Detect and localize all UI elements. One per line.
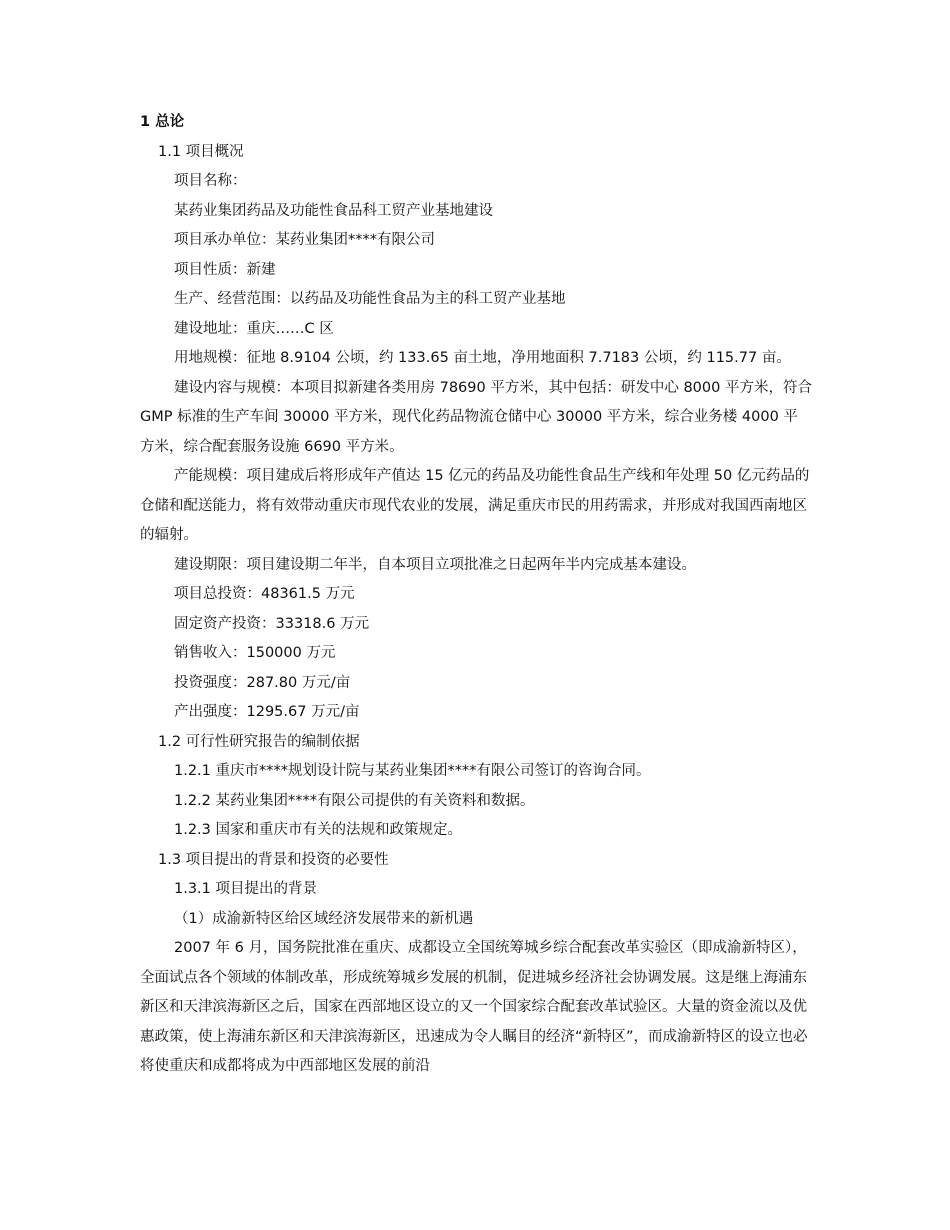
project-sponsor: 项目承办单位：某药业集团****有限公司	[174, 232, 435, 248]
basis-item-3: 1.2.3 国家和重庆市有关的法规和政策规定。	[174, 822, 463, 838]
subsection-heading-1-1: 1.1 项目概况	[158, 143, 244, 160]
subsection-heading-1-2: 1.2 可行性研究报告的编制依据	[158, 733, 360, 750]
subsection-heading-1-3-1: 1.3.1 项目提出的背景	[174, 881, 318, 897]
project-nature: 项目性质：新建	[174, 261, 276, 278]
document-body	[140, 108, 812, 1082]
project-name-label: 项目名称：	[174, 173, 247, 189]
land-scale-paragraph: 用地规模：征地 8.9104 公顷，约 133.65 亩土地，净用地面积 7.7183 公顷，约 115.77 亩。	[174, 350, 791, 366]
subsection-heading-1-3: 1.3 项目提出的背景和投资的必要性	[158, 851, 389, 868]
basis-item-1: 1.2.1 重庆市****规划设计院与某药业集团****有限公司签订的咨询合同。	[174, 763, 651, 779]
basis-item-2: 1.2.2 某药业集团****有限公司提供的有关资料和数据。	[174, 792, 535, 809]
construction-content-paragraph: 建设内容与规模：本项目拟新建各类用房 78690 平方米，其中包括：研发中心 8000 平方米，符合 GMP 标准的生产车间 30000 平方米，现代化药品物流仓储中心 30000 平方米，综合业务楼 4000 平方米，综合配套服务设施 6690 平方米。	[140, 379, 812, 455]
background-item-1-heading: （1）成渝新特区给区域经济发展带来的新机遇	[174, 910, 474, 927]
capacity-scale-paragraph: 产能规模：项目建成后将形成年产值达 15 亿元的药品及功能性食品生产线和年处理 50 亿元药品的仓储和配送能力，将有效带动重庆市现代农业的发展，满足重庆市民的用药需求，并形成对我国西南地区的辐射。	[140, 468, 810, 543]
output-intensity: 产出强度：1295.67 万元/亩	[174, 704, 360, 720]
construction-site: 建设地址：重庆……C 区	[174, 320, 334, 337]
section-heading: 1 总论	[140, 114, 185, 130]
construction-period: 建设期限：项目建设期二年半，自本项目立项批准之日起两年半内完成基本建设。	[174, 556, 696, 573]
fixed-asset-investment: 固定资产投资：33318.6 万元	[174, 615, 370, 632]
sales-revenue: 销售收入：150000 万元	[174, 645, 336, 661]
background-paragraph: 2007 年 6 月，国务院批准在重庆、成都设立全国统筹城乡综合配套改革实验区（即成渝新特区），全面试点各个领域的体制改革，形成统筹城乡发展的机制，促进城乡经济社会协调发展。这是继上海浦东新区和天津滨海新区之后，国家在西部地区设立的又一个国家综合配套改革试验区。大量的资金流以及优惠政策，使上海浦东新区和天津滨海新区，迅速成为令人瞩目的经济“新特区”，而成渝新特区的设立也必将使重庆和成都将成为中西部地区发展的前沿	[140, 940, 808, 1074]
project-name-value: 某药业集团药品及功能性食品科工贸产业基地建设	[174, 202, 493, 219]
total-investment: 项目总投资：48361.5 万元	[174, 586, 355, 602]
business-scope: 生产、经营范围：以药品及功能性食品为主的科工贸产业基地	[174, 291, 566, 307]
investment-intensity: 投资强度：287.80 万元/亩	[174, 674, 351, 691]
